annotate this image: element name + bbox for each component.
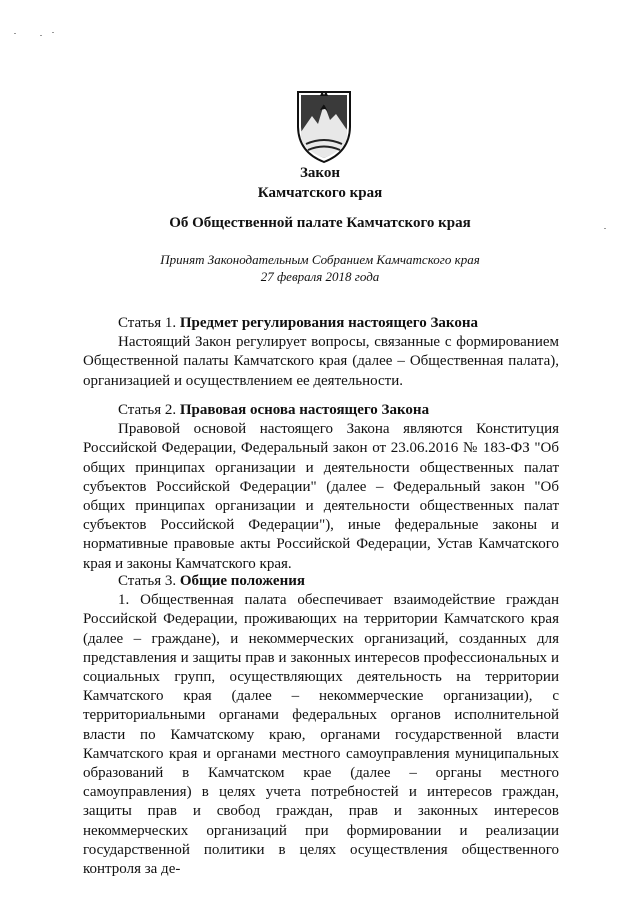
scan-speck [52,32,54,33]
article-text: Правовой основой настоящего Закона являются Конституция Российской Федерации, Федеральный закон от 23.06.2016 № 183-ФЗ "Об общих принципах организации и деятельности общественных палат субъектов Российской Федерации" (далее – Федеральный закон "Об общих принципах организации и деятельности общественных палат субъектов Российской Федерации"), иные федеральные законы и нормативные правовые акты Российской Федерации, Устав Камчатского края и законы Камчатского края. [83,421,559,572]
article-1 [83,314,559,391]
adopted-by: Принят Законодательным Собранием Камчатского края [160,252,480,267]
article-text: 1. Общественная палата обеспечивает взаимодействие граждан Российской Федерации, проживающих на территории Камчатского края (далее – граждане), и некоммерческих организаций, созданных для представления и защиты прав и законных интересов профессиональных и социальных групп, осуществляющих деятельность на территории Камчатского края (далее – некоммерческие организации), с территориальными органами федеральных органов исполнительной власти по Камчатскому краю, органами государственной власти Камчатского края и органами местного самоуправления муниципальных образований в Камчатском крае (далее – органы местного самоуправления) в целях учета потребностей и интересов граждан, защиты прав и свобод граждан, прав и законных интересов некоммерческих организаций при формировании и реализации государственной политики в целях осуществления общественного контроля за де- [83,592,559,878]
article-heading [83,401,559,420]
article-heading [83,314,559,333]
article-label: Статья 1. [118,315,177,331]
scan-speck [14,33,16,34]
kamchatka-coat-of-arms-icon [292,86,356,164]
article-label: Статья 3. [118,573,177,589]
article-text: Настоящий Закон регулирует вопросы, связанные с формированием Общественной палаты Камчатского края (далее – Общественная палата), организацией и осуществлением ее деятельности. [83,334,559,389]
law-title-word: Закон [299,165,340,181]
law-subject: Об Общественной палате Камчатского края [169,215,471,231]
article-label: Статья 2. [118,402,177,418]
article-title: Правовая основа настоящего Закона [179,402,430,418]
article-heading [83,572,559,591]
article-3 [83,572,559,879]
article-2 [83,401,559,574]
scan-speck [40,35,42,36]
article-title: Предмет регулирования настоящего Закона [179,315,478,331]
law-title-region: Камчатского края [257,185,383,201]
article-title: Общие положения [179,573,305,589]
adopted-date: 27 февраля 2018 года [260,269,380,284]
